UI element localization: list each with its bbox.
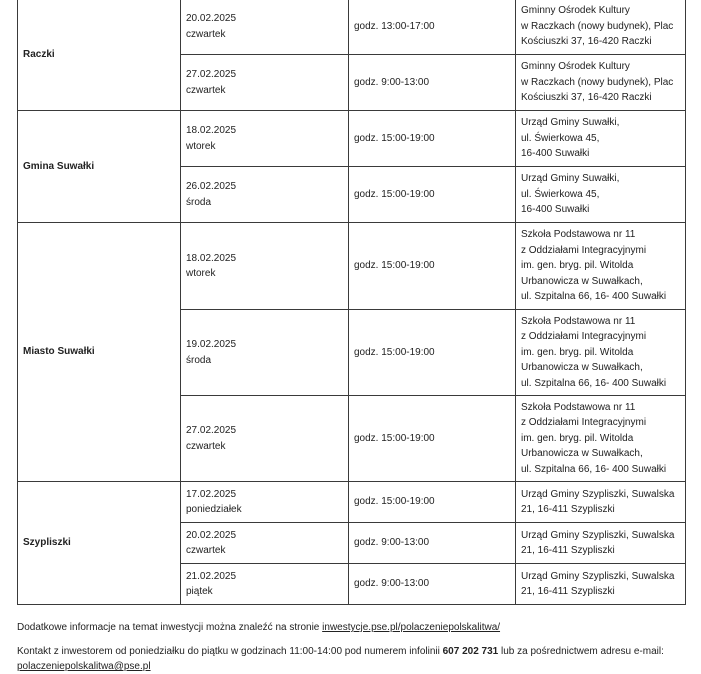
session-hours: godz. 15:00-19:00 bbox=[349, 111, 516, 167]
date-cell bbox=[181, 396, 349, 482]
venue-cell bbox=[516, 223, 686, 310]
session-hours: godz. 15:00-19:00 bbox=[349, 482, 516, 523]
session-date: 17.02.2025 bbox=[186, 488, 237, 500]
venue-address-line: im. gen. bryg. pil. Witolda bbox=[521, 346, 634, 358]
venue-address-line: Gminny Ośrodek Kultury bbox=[521, 61, 630, 73]
venue-address-line: Gminny Ośrodek Kultury bbox=[521, 5, 630, 17]
session-date: 21.02.2025 bbox=[186, 570, 237, 582]
municipality-cell: Miasto Suwałki bbox=[18, 223, 181, 482]
venue-address-line: w Raczkach (nowy budynek), Plac bbox=[521, 76, 674, 88]
session-weekday: czwartek bbox=[186, 440, 226, 452]
venue-address-line: Szkoła Podstawowa nr 11 bbox=[521, 401, 636, 413]
venue-address-line: Urząd Gminy Szypliszki, Suwalska bbox=[521, 570, 675, 582]
schedule-row bbox=[18, 482, 686, 523]
venue-address-line: Szkoła Podstawowa nr 11 bbox=[521, 229, 636, 241]
session-hours: godz. 15:00-19:00 bbox=[349, 396, 516, 482]
venue-address-line: ul. Szpitalna 66, 16- 400 Suwałki bbox=[521, 463, 667, 475]
session-date: 18.02.2025 bbox=[186, 125, 237, 136]
venue-address-line: Kościuszki 37, 16-420 Raczki bbox=[521, 36, 652, 48]
venue-address-line: ul. Szpitalna 66, 16- 400 Suwałki bbox=[521, 377, 667, 389]
venue-address-line: Szkoła Podstawowa nr 11 bbox=[521, 315, 636, 327]
schedule-row bbox=[18, 0, 686, 55]
venue-address-line: im. gen. bryg. pil. Witolda bbox=[521, 260, 634, 272]
venue-address-line: 21, 16-411 Szypliszki bbox=[521, 586, 615, 597]
venue-address-line: Kościuszki 37, 16-420 Raczki bbox=[521, 92, 652, 104]
session-hours: godz. 15:00-19:00 bbox=[349, 223, 516, 310]
date-cell bbox=[181, 310, 349, 396]
investment-website-link[interactable]: inwestycje.pse.pl/polaczeniepolskalitwa/ bbox=[322, 622, 501, 633]
session-date: 27.02.2025 bbox=[186, 425, 237, 436]
venue-address-line: Urząd Gminy Szypliszki, Suwalska bbox=[521, 488, 675, 500]
venue-cell bbox=[516, 55, 686, 111]
contact-text-email-intro: lub za pośrednictwem adresu e-mail: bbox=[498, 646, 664, 657]
session-weekday: czwartek bbox=[186, 545, 226, 556]
venue-address-line: Urząd Gminy Suwałki, bbox=[521, 117, 620, 129]
venue-address-line: 16-400 Suwałki bbox=[521, 204, 590, 216]
venue-address-line: 21, 16-411 Szypliszki bbox=[521, 504, 615, 515]
venue-address-line: Urząd Gminy Szypliszki, Suwalska bbox=[521, 529, 675, 541]
session-date: 20.02.2025 bbox=[186, 529, 237, 541]
venue-address-line: z Oddziałami Integracyjnymi bbox=[521, 417, 647, 429]
venue-cell bbox=[516, 0, 686, 55]
session-weekday: czwartek bbox=[186, 84, 226, 96]
venue-cell bbox=[516, 167, 686, 223]
additional-info-text: Dodatkowe informacje na temat inwestycji można znaleźć na stronie bbox=[17, 622, 323, 633]
schedule-row bbox=[18, 111, 686, 167]
venue-address-line: z Oddziałami Integracyjnymi bbox=[521, 244, 647, 256]
date-cell bbox=[181, 111, 349, 167]
date-cell bbox=[181, 223, 349, 310]
session-weekday: wtorek bbox=[186, 268, 216, 279]
venue-cell bbox=[516, 396, 686, 482]
session-hours: godz. 9:00-13:00 bbox=[349, 55, 516, 111]
date-cell bbox=[181, 55, 349, 111]
venue-cell bbox=[516, 564, 686, 605]
contact-info bbox=[17, 644, 687, 674]
venue-address-line: ul. Świerkowa 45, bbox=[521, 132, 600, 144]
venue-cell bbox=[516, 523, 686, 564]
date-cell bbox=[181, 564, 349, 605]
contact-text: Kontakt z inwestorem od poniedziałku do piątku w godzinach 11:00-14:00 pod numerem infolinii bbox=[17, 646, 443, 657]
venue-address-line: Urbanowicza w Suwałkach, bbox=[521, 448, 643, 460]
venue-address-line: z Oddziałami Integracyjnymi bbox=[521, 331, 647, 343]
venue-address-line: Urbanowicza w Suwałkach, bbox=[521, 275, 643, 287]
session-weekday: czwartek bbox=[186, 28, 226, 40]
venue-address-line: im. gen. bryg. pil. Witolda bbox=[521, 432, 634, 444]
session-weekday: środa bbox=[186, 196, 212, 208]
date-cell bbox=[181, 0, 349, 55]
venue-address-line: w Raczkach (nowy budynek), Plac bbox=[521, 20, 674, 32]
venue-address-line: Urbanowicza w Suwałkach, bbox=[521, 362, 643, 374]
session-date: 27.02.2025 bbox=[186, 69, 237, 80]
session-weekday: środa bbox=[186, 354, 212, 366]
date-cell bbox=[181, 523, 349, 564]
venue-cell bbox=[516, 111, 686, 167]
session-hours: godz. 9:00-13:00 bbox=[349, 564, 516, 605]
municipality-cell: Szypliszki bbox=[18, 482, 181, 605]
session-date: 19.02.2025 bbox=[186, 339, 237, 350]
venue-cell bbox=[516, 310, 686, 396]
contact-email-link[interactable]: polaczeniepolskalitwa@pse.pl bbox=[17, 661, 151, 672]
municipality-cell: Raczki bbox=[18, 0, 181, 111]
additional-info-line bbox=[17, 620, 687, 635]
schedule-body bbox=[18, 0, 686, 605]
consultation-schedule-table bbox=[17, 0, 686, 605]
session-weekday: wtorek bbox=[186, 140, 216, 152]
date-cell bbox=[181, 482, 349, 523]
date-cell bbox=[181, 167, 349, 223]
session-hours: godz. 13:00-17:00 bbox=[349, 0, 516, 55]
venue-address-line: ul. Świerkowa 45, bbox=[521, 188, 600, 200]
session-weekday: poniedziałek bbox=[186, 504, 242, 515]
venue-address-line: 16-400 Suwałki bbox=[521, 148, 590, 160]
venue-address-line: Urząd Gminy Suwałki, bbox=[521, 173, 620, 185]
session-date: 26.02.2025 bbox=[186, 181, 237, 192]
session-hours: godz. 15:00-19:00 bbox=[349, 167, 516, 223]
venue-cell bbox=[516, 482, 686, 523]
session-weekday: piątek bbox=[186, 586, 213, 597]
session-date: 20.02.2025 bbox=[186, 13, 237, 24]
municipality-cell: Gmina Suwałki bbox=[18, 111, 181, 223]
session-hours: godz. 15:00-19:00 bbox=[349, 310, 516, 396]
venue-address-line: 21, 16-411 Szypliszki bbox=[521, 545, 615, 556]
hotline-phone-number: 607 202 731 bbox=[442, 646, 499, 657]
session-date: 18.02.2025 bbox=[186, 252, 237, 264]
venue-address-line: ul. Szpitalna 66, 16- 400 Suwałki bbox=[521, 291, 667, 303]
session-hours: godz. 9:00-13:00 bbox=[349, 523, 516, 564]
schedule-row bbox=[18, 223, 686, 310]
